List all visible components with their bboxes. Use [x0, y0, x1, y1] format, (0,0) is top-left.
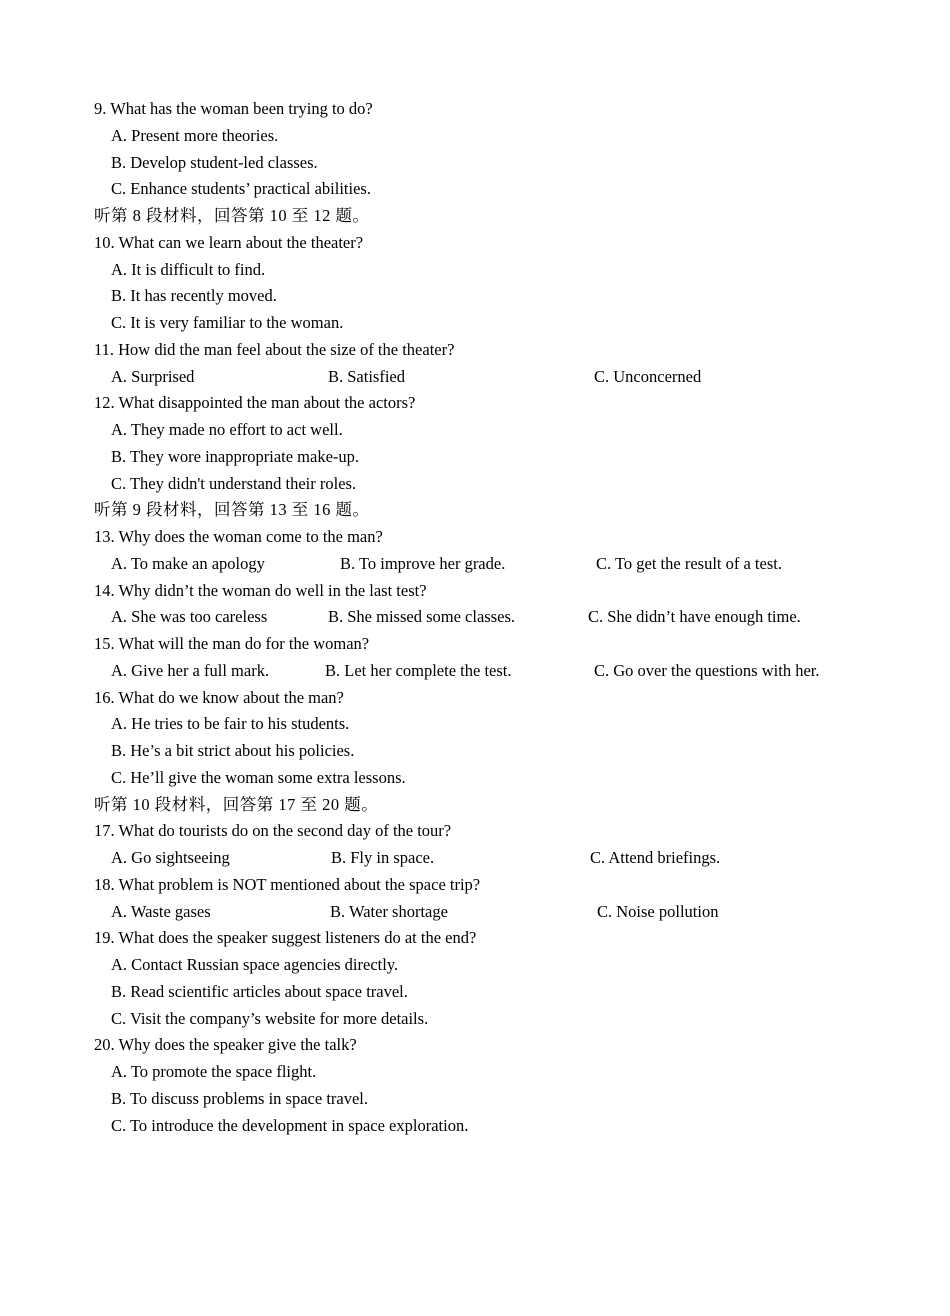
q13-option-a: A. To make an apology	[111, 553, 265, 573]
q10-option-c: C. It is very familiar to the woman.	[111, 313, 344, 332]
q17-options	[0, 845, 950, 872]
q14-option-a: A. She was too careless	[111, 607, 268, 627]
q10-option-b: B. It has recently moved.	[111, 286, 277, 306]
q14-option-c: C. She didn’t have enough time.	[588, 607, 801, 627]
q11-option-b: B. Satisfied	[328, 366, 405, 386]
q16-option-b: B. He’s a bit strict about his policies.	[111, 741, 355, 760]
q11-options	[0, 364, 950, 391]
q12-option-a: A. They made no effort to act well.	[111, 420, 343, 439]
q11-option-a: A. Surprised	[111, 366, 195, 386]
q15-options	[0, 658, 950, 685]
q17-option-c: C. Attend briefings.	[590, 848, 721, 867]
section-10-instruction: 听第 10 段材料，回答第 17 至 20 题。	[94, 794, 379, 814]
q12-option-b: B. They wore inappropriate make-up.	[111, 446, 360, 466]
q20-option-b: B. To discuss problems in space travel.	[111, 1088, 368, 1108]
question-9: 9. What has the woman been trying to do?	[94, 99, 373, 118]
question-19: 19. What does the speaker suggest listeners do at the end?	[94, 928, 477, 948]
q16-option-a: A. He tries to be fair to his students.	[111, 714, 350, 734]
q19-option-c: C. Visit the company’s website for more details.	[111, 1008, 429, 1028]
question-14: 14. Why didn’t the woman do well in the last test?	[94, 580, 427, 600]
question-18: 18. What problem is NOT mentioned about the space trip?	[94, 874, 481, 894]
q14-options	[0, 604, 950, 631]
question-10: 10. What can we learn about the theater?	[94, 232, 364, 252]
section-8-instruction: 听第 8 段材料，回答第 10 至 12 题。	[94, 206, 370, 225]
question-12: 12. What disappointed the man about the actors?	[94, 393, 416, 413]
q15-option-c: C. Go over the questions with her.	[594, 660, 820, 680]
question-20: 20. Why does the speaker give the talk?	[94, 1035, 357, 1055]
question-17: 17. What do tourists do on the second day of the tour?	[94, 821, 452, 841]
q19-option-a: A. Contact Russian space agencies directly.	[111, 955, 399, 974]
q17-option-a: A. Go sightseeing	[111, 848, 230, 867]
question-13: 13. Why does the woman come to the man?	[94, 527, 383, 546]
q9-option-b: B. Develop student-led classes.	[111, 152, 318, 172]
q10-option-a: A. It is difficult to find.	[111, 259, 266, 279]
q13-option-b: B. To improve her grade.	[340, 553, 506, 573]
q15-option-b: B. Let her complete the test.	[325, 660, 512, 680]
q9-option-c: C. Enhance students’ practical abilities.	[111, 179, 371, 199]
q17-option-b: B. Fly in space.	[331, 848, 435, 867]
q9-option-a: A. Present more theories.	[111, 125, 279, 145]
q11-option-c: C. Unconcerned	[594, 366, 702, 386]
question-11: 11. How did the man feel about the size of the theater?	[94, 339, 455, 359]
q13-option-c: C. To get the result of a test.	[596, 553, 782, 573]
exam-page	[0, 96, 950, 1139]
q20-option-a: A. To promote the space flight.	[111, 1062, 317, 1081]
question-15: 15. What will the man do for the woman?	[94, 634, 370, 653]
q12-option-c: C. They didn't understand their roles.	[111, 473, 357, 493]
q18-option-c: C. Noise pollution	[597, 901, 719, 921]
q13-options	[0, 551, 950, 578]
q18-option-a: A. Waste gases	[111, 901, 211, 921]
q18-options	[0, 899, 950, 926]
question-16: 16. What do we know about the man?	[94, 687, 344, 707]
q16-option-c: C. He’ll give the woman some extra lessons.	[111, 767, 406, 787]
q20-option-c: C. To introduce the development in space exploration.	[111, 1115, 469, 1135]
q19-option-b: B. Read scientific articles about space travel.	[111, 981, 408, 1001]
q18-option-b: B. Water shortage	[330, 901, 448, 921]
q14-option-b: B. She missed some classes.	[328, 607, 515, 627]
q15-option-a: A. Give her a full mark.	[111, 660, 270, 680]
section-9-instruction: 听第 9 段材料，回答第 13 至 16 题。	[94, 500, 370, 520]
